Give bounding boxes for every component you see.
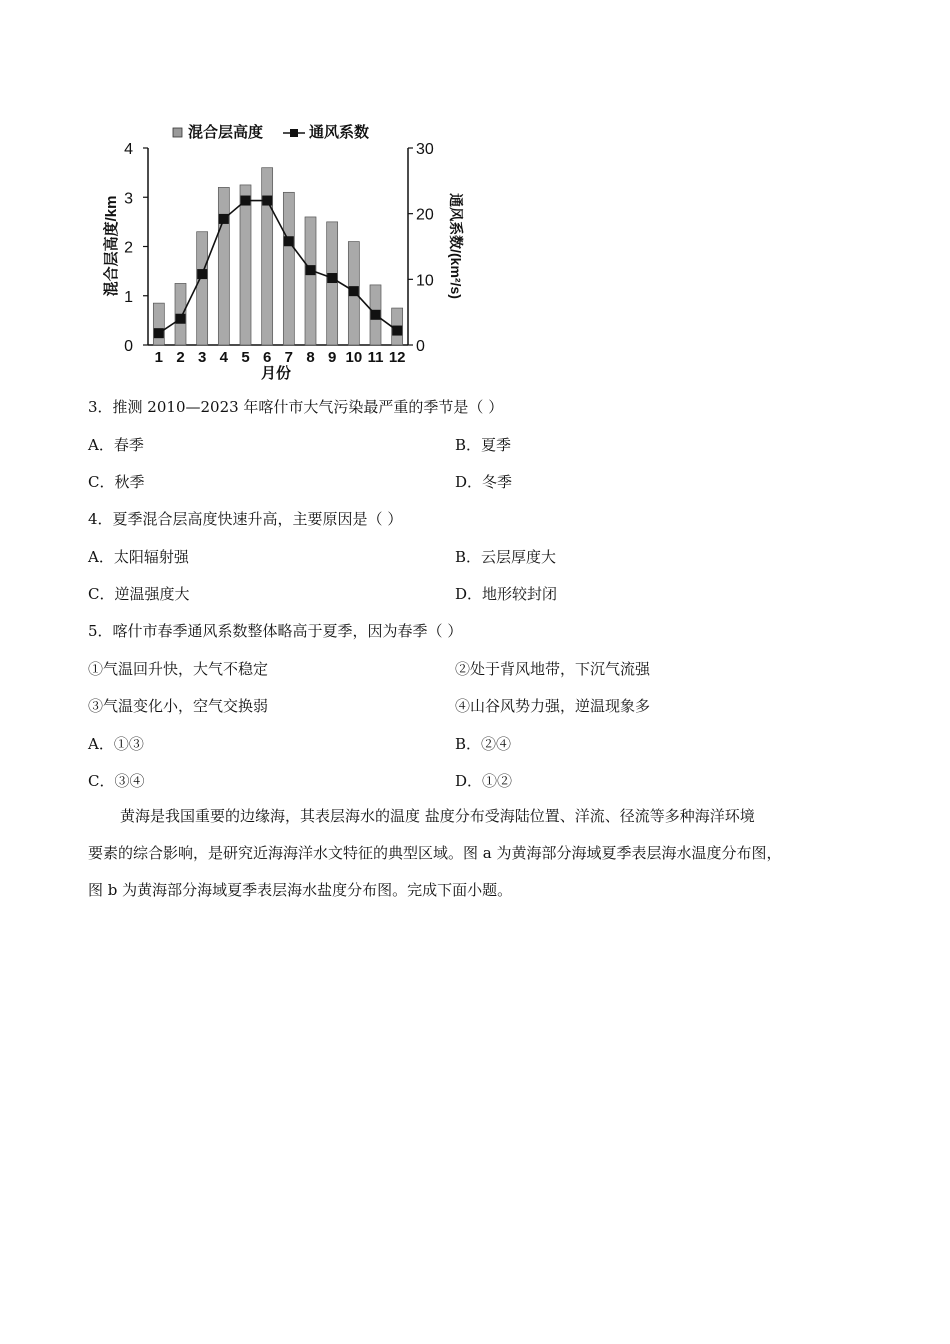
x-tick-label: 12 (388, 349, 406, 366)
question-3-option-c: C．秋季 (88, 473, 145, 491)
question-5-statement-4: ④山谷风势力强，逆温现象多 (455, 697, 651, 715)
legend-line-label: 通风系数 (309, 124, 370, 141)
legend-line-marker (290, 129, 298, 137)
question-5-option-a: A．①③ (88, 735, 144, 753)
question-4-option-a: A．太阳辐射强 (88, 548, 189, 566)
question-3-stem: 3．推测 2010—2023 年喀什市大气污染最严重的季节是（ ） (88, 398, 504, 416)
x-tick-label: 6 (262, 349, 272, 366)
x-tick-label: 10 (345, 349, 363, 366)
passage-line-1: 黄海是我国重要的边缘海，其表层海水的温度 盐度分布受海陆位置、洋流、径流等多种海洋环境 (120, 807, 755, 825)
passage (88, 798, 868, 909)
question-5-stem: 5．喀什市春季通风系数整体略高于夏季，因为春季（ ） (88, 622, 463, 640)
question-5-statement-2: ②处于背风地带，下沉气流强 (455, 660, 651, 678)
x-tick-label: 11 (367, 349, 384, 366)
line-point-ventilation (241, 196, 251, 206)
x-tick-label: 3 (197, 349, 207, 366)
line-point-ventilation (154, 328, 164, 338)
question-4-option-b: B．云层厚度大 (455, 548, 557, 566)
x-tick-label: 1 (154, 349, 164, 366)
passage-line-3: 图 b 为黄海部分海域夏季表层海水盐度分布图。完成下面小题。 (88, 881, 513, 899)
y-left-label: 混合层高度/km (103, 195, 120, 297)
y-left-tick-label: 4 (124, 141, 133, 158)
question-3-option-a: A．春季 (88, 436, 144, 454)
legend-bar-label: 混合层高度 (188, 124, 264, 141)
bar-mixing-height (153, 303, 164, 345)
y-right-label: 通风系数/(km²/s) (448, 193, 464, 299)
bar-mixing-height (218, 187, 229, 345)
line-point-ventilation (176, 314, 186, 324)
line-point-ventilation (284, 236, 294, 246)
line-ventilation (159, 201, 397, 334)
question-5-option-c: C．③④ (88, 772, 145, 790)
question-3-option-b: B．夏季 (455, 436, 512, 454)
chart-legend (173, 123, 369, 141)
y-right-tick-label: 0 (416, 338, 425, 355)
climate-chart (103, 118, 478, 388)
y-right-tick-label: 10 (416, 272, 434, 290)
question-4-option-c: C．逆温强度大 (88, 585, 190, 603)
question-5-statement-3: ③气温变化小，空气交换弱 (88, 697, 269, 715)
x-tick-label: 8 (306, 349, 315, 366)
line-point-ventilation (306, 265, 316, 275)
x-tick-label: 9 (327, 349, 337, 366)
x-axis-label: 月份 (260, 365, 292, 382)
question-5-option-b: B．②④ (455, 735, 512, 753)
line-point-ventilation (392, 326, 402, 336)
bar-mixing-height (262, 168, 273, 345)
bar-mixing-height (327, 222, 338, 345)
y-left-tick-label: 2 (124, 239, 133, 257)
bar-mixing-height (240, 185, 251, 345)
y-right-tick-label: 30 (416, 141, 434, 158)
bar-mixing-height (197, 232, 208, 345)
x-tick-label: 2 (176, 349, 185, 366)
question-5-statement-1: ①气温回升快，大气不稳定 (88, 660, 269, 678)
line-point-ventilation (197, 269, 207, 279)
y-left-tick-label: 0 (124, 338, 133, 355)
line-point-ventilation (327, 273, 337, 283)
question-5-option-d: D．①② (455, 772, 513, 790)
y-left-tick-label: 1 (124, 288, 133, 306)
x-tick-label: 7 (284, 349, 294, 366)
y-left-tick-label: 3 (124, 190, 133, 208)
y-right-tick-label: 20 (416, 206, 434, 224)
line-point-ventilation (349, 286, 359, 296)
bar-mixing-height (283, 192, 294, 345)
legend-bar-swatch (173, 128, 182, 137)
line-point-ventilation (371, 310, 381, 320)
passage-line-2: 要素的综合影响，是研究近海海洋水文特征的典型区域。图 a 为黄海部分海域夏季表层海水温度分布图， (88, 844, 782, 862)
x-tick-label: 5 (241, 349, 250, 366)
question-4-stem: 4．夏季混合层高度快速升高，主要原因是（ ） (88, 510, 403, 528)
question-4-option-d: D．地形较封闭 (455, 585, 558, 603)
question-3-option-d: D．冬季 (455, 473, 513, 491)
line-point-ventilation (262, 196, 272, 206)
bar-mixing-height (305, 217, 316, 345)
line-point-ventilation (219, 214, 229, 224)
x-tick-label: 4 (219, 349, 229, 366)
